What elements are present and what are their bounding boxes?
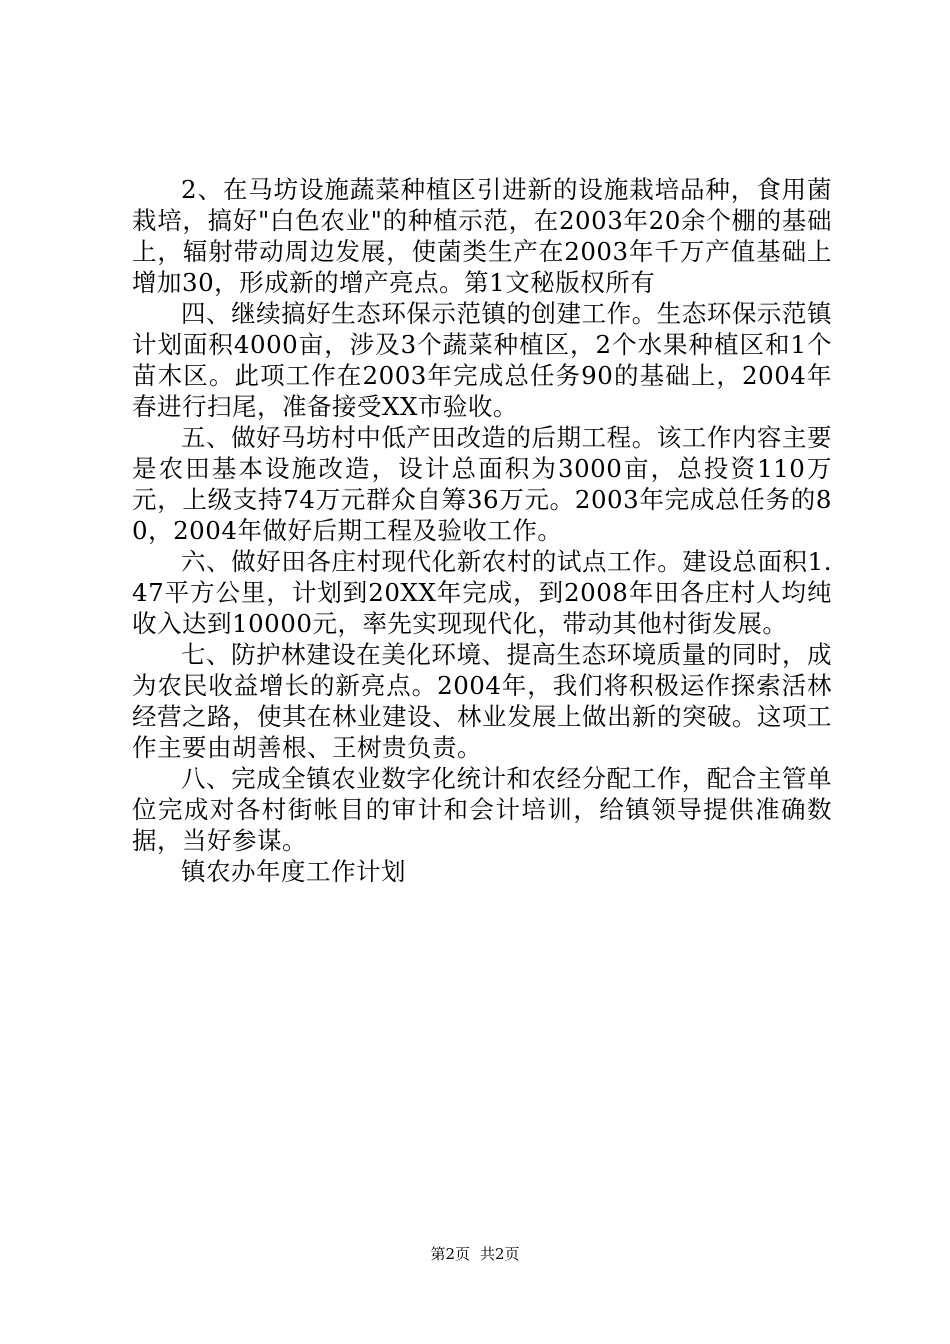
paragraph-section-7: 七、防护林建设在美化环境、提高生态环境质量的同时，成为农民收益增长的新亮点。2004年，我们将积极运作探索活林经营之路，使其在林业建设、林业发展上做出新的突破。这项工作主要由胡善根、王树贵负责。	[132, 640, 832, 762]
paragraph-item-2: 2、在马坊设施蔬菜种植区引进新的设施栽培品种，食用菌栽培，搞好"白色农业"的种植示范，在2003年20余个棚的基础上，辐射带动周边发展，使菌类生产在2003年千万产值基础上增加30，形成新的增产亮点。第1文秘版权所有	[132, 175, 832, 297]
document-body	[132, 174, 832, 887]
paragraph-section-6: 六、做好田各庄村现代化新农村的试点工作。建设总面积1.47平方公里，计划到20XX年完成，到2008年田各庄村人均纯收入达到10000元，率先实现现代化，带动其他村街发展。	[132, 547, 832, 638]
paragraph-section-5: 五、做好马坊村中低产田改造的后期工程。该工作内容主要是农田基本设施改造，设计总面积为3000亩，总投资110万元，上级支持74万元群众自筹36万元。2003年完成总任务的80，2004年做好后期工程及验收工作。	[132, 423, 832, 545]
page-number: 第2页	[430, 1245, 470, 1263]
paragraph-section-4: 四、继续搞好生态环保示范镇的创建工作。生态环保示范镇计划面积4000亩，涉及3个蔬菜种植区，2个水果种植区和1个苗木区。此项工作在2003年完成总任务90的基础上，2004年春进行扫尾，准备接受XX市验收。	[132, 299, 832, 421]
page-total: 共2页	[480, 1245, 520, 1263]
page-footer	[0, 1244, 950, 1264]
document-closing-title: 镇农办年度工作计划	[181, 857, 406, 886]
paragraph-section-8: 八、完成全镇农业数字化统计和农经分配工作，配合主管单位完成对各村街帐目的审计和会计培训，给镇领导提供准确数据，当好参谋。	[132, 764, 832, 855]
